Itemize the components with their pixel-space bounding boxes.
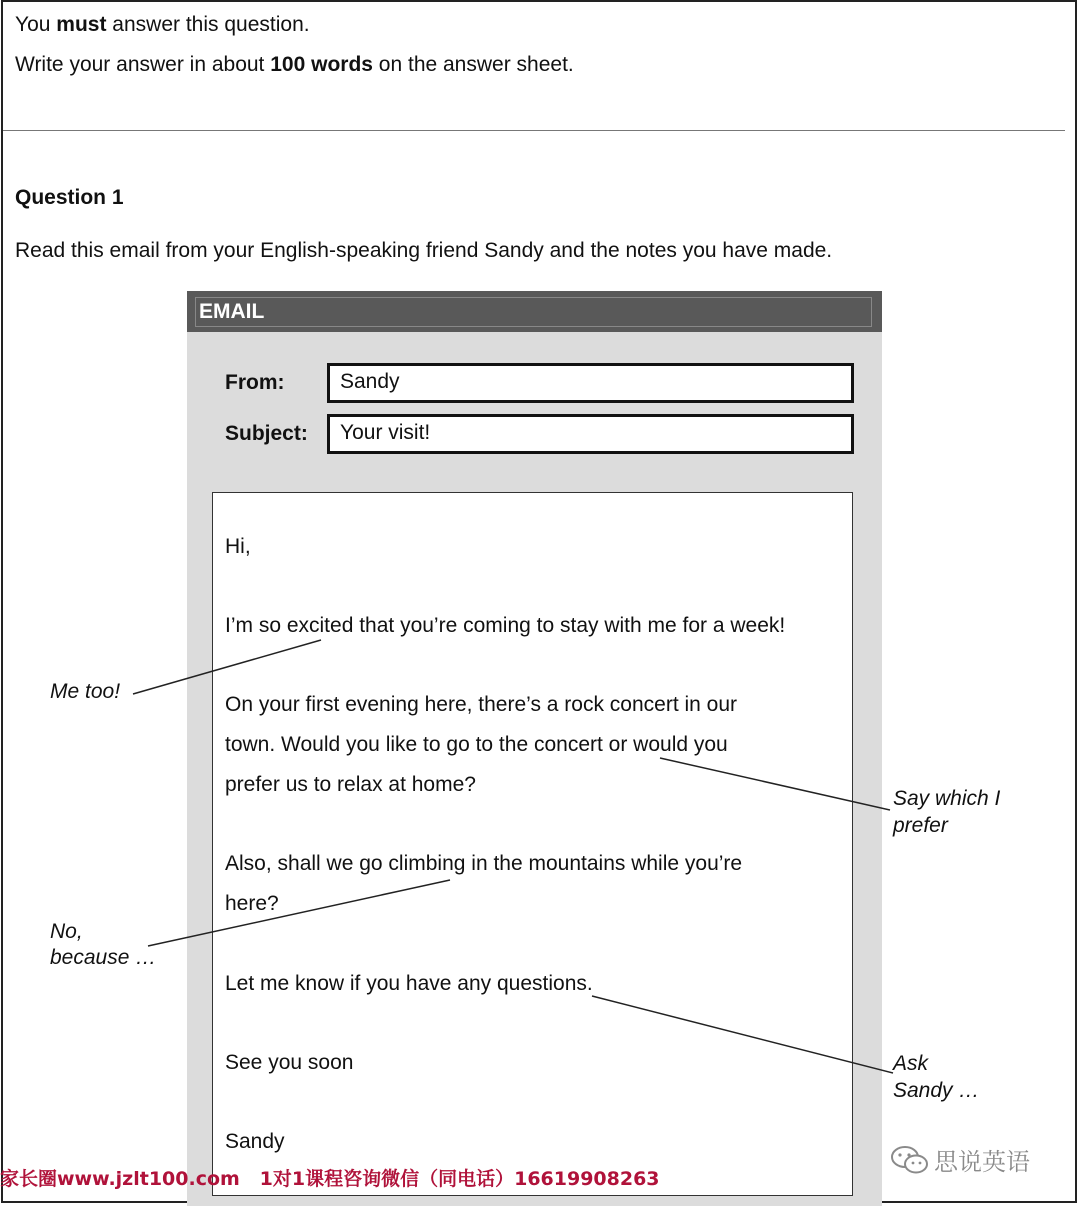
instruction-emphasis: must — [56, 13, 107, 36]
chat-bubbles-icon — [890, 1144, 930, 1176]
email-body-line: Let me know if you have any questions. — [225, 972, 593, 995]
email-header-title: EMAIL — [199, 300, 265, 323]
pointer-line-say-which — [660, 758, 890, 810]
note-ask-sandy-line2: Sandy … — [893, 1079, 980, 1102]
email-body-line: Sandy — [225, 1130, 285, 1153]
from-field: Sandy — [327, 363, 854, 403]
instruction-text: on the answer sheet. — [372, 53, 574, 76]
subject-field: Your visit! — [327, 414, 854, 454]
email-body-line: prefer us to relax at home? — [225, 773, 476, 796]
email-body-line: Also, shall we go climbing in the mountains while you’re — [225, 852, 743, 875]
question-lead: Read this email from your English-speaking friend Sandy and the notes you have made. — [15, 239, 833, 262]
pointer-line-ask-sandy — [592, 996, 893, 1073]
instruction-text: You — [15, 13, 57, 36]
note-me-too: Me too! — [50, 680, 121, 703]
email-body-line: here? — [225, 892, 279, 915]
email-body-line: town. Would you like to go to the concert or would you — [225, 733, 728, 756]
subject-label: Subject: — [225, 422, 308, 445]
note-say-which-line1: Say which I — [893, 787, 1001, 810]
pointer-line-no-because — [148, 880, 450, 946]
footer-logo — [890, 1142, 1030, 1177]
instruction-emphasis: 100 words — [270, 53, 373, 76]
email-body-line: I’m so excited that you’re coming to stay with me for a week! — [225, 614, 786, 637]
email-body-line: Hi, — [225, 535, 251, 558]
pointer-line-me-too — [133, 640, 321, 694]
note-no-because-line2: because … — [50, 946, 157, 969]
note-say-which-line2: prefer — [893, 814, 948, 837]
question-title: Question 1 — [15, 186, 124, 209]
note-ask-sandy-line1: Ask — [893, 1052, 929, 1075]
footer-logo-text: 思说英语 — [934, 1149, 1030, 1176]
from-label: From: — [225, 371, 285, 394]
note-no-because-line1: No, — [50, 920, 83, 943]
instruction-text: Write your answer in about — [15, 53, 271, 76]
footer-watermark-text: 家长圈www.jzlt100.com 1对1课程咨询微信（同电话）16619908263 — [0, 1168, 660, 1190]
email-body-line: On your first evening here, there’s a rock concert in our — [225, 693, 738, 716]
instruction-text: answer this question. — [106, 13, 310, 36]
email-body-line: See you soon — [225, 1051, 354, 1074]
